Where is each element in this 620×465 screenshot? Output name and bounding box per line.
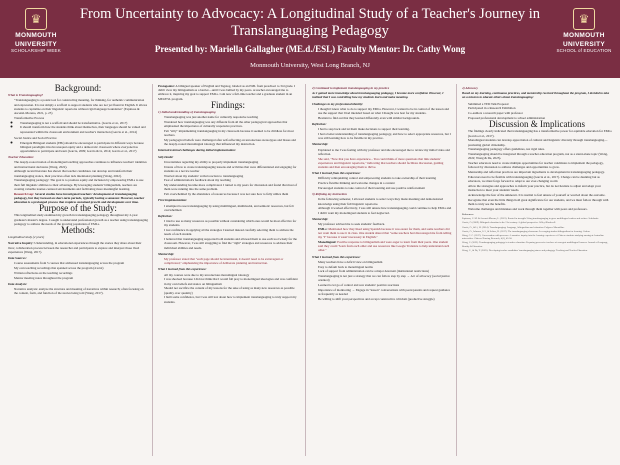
discussion-heading: Discussion & Implications	[489, 119, 585, 130]
list-item: • Mentor meeting notes throughout the program	[14, 276, 148, 280]
list-item: • My understanding became more complicated. I turned to my peers for discussion and found that most of them were running into the same problem.	[164, 183, 298, 191]
narrative-label: Narrative Inquiry:	[8, 241, 34, 246]
reference-item: Espinosa, C. M. & Ascenzi-Moreno, L. (2021). Rooted in strength: Using translanguaging to grow multilingual readers and writers. Scholastic.	[462, 217, 599, 221]
list-item: • Translanguaging pedagogy offers guidelines, not rigid rules.	[468, 147, 612, 151]
subheading: Reflection:	[312, 122, 327, 127]
list-item: • Co-authors a research paper with professor	[468, 111, 612, 115]
column-discussion	[462, 84, 612, 456]
list-item: • Monolingual students can develop appreciation of cultural and linguistic diversity through translanguaging—promoting global citizenship.	[468, 138, 612, 146]
subheading: What I learned from this experience:	[312, 171, 361, 176]
bullet-list	[8, 261, 148, 280]
subheading: Challenges to my professional identity:	[312, 101, 364, 106]
monmouth-logo-left	[6, 8, 66, 54]
bullet-list	[14, 141, 148, 154]
list-item: • She said, "Now that you have experience... You could think of more questions that link students' experiences and linguistic repertoire," indicating that teachers should facilitate discussion, guiding students and then encouraging them to thrive.	[318, 157, 452, 170]
presenters-line: Presented by: Mariella Gallagher (ME.d./ESL) Faculty Mentor: Dr. Cathy Wong	[154, 44, 466, 54]
list-item: • Welcome challenges and mistakes and work through them together with peers and professors.	[468, 207, 612, 211]
list-item: • "Translanguaging is a potent tool for constructing meaning, for thinking, for authentic communication and expression. It is not simply a scaffold to support students who are not yet fluent in English. It allows students to capitalize on their linguistic repertoire without rigid language boundaries" (Espinosa & Ascenzi-Moreno, 2021, p. 25)	[14, 98, 148, 115]
list-item: ◦ Translanguaging is not a scaffold and should be transformative. (García et al., 2017)	[20, 121, 148, 125]
list-item: • The deeply-rooted notion of monolingual teaching approaches continues to influence teachers' identities and instructional decisions (Wong, 2022).	[14, 160, 148, 168]
list-item: • Although recent literature has shown that teacher candidates can develop and transform their translanguaging stance, their practices often lack intentional planning (Wong, 2022).	[14, 169, 148, 177]
monmouth-logo-right	[554, 8, 614, 54]
list-item: • Be willing to shift your perspectives and accept constructive criticism (productive struggle)	[318, 297, 452, 301]
bullet-list	[158, 273, 298, 304]
list-item: • In the following semester, I allowed students to select ways they made meaning and demonstrated knowledge using their full linguistic repertoire.	[318, 197, 452, 205]
subheading: 3) Refining my instruction	[312, 192, 347, 197]
list-item: • Felt "silly" implementing translanguaging in my classroom because it seemed to be childless for most teachers.	[164, 129, 298, 137]
list-item: • I had to step back and let them make decisions to support their learning.	[318, 127, 452, 131]
list-item: • Lack of support from administration can be a major deterrent (institutional restrictions)	[318, 269, 452, 273]
list-item: • Unsure of how to create translanguaging lessons and activities that were differentiated and engaging for students as a novice teacher	[164, 165, 298, 173]
subheading: Self-Doubt:	[158, 154, 174, 159]
subheading: Teacher Education:	[8, 155, 35, 160]
bullet-list	[158, 219, 298, 250]
list-item: • I attempted to use translanguaging by using multilingual, multimodal, and semiotic resources, but felt overwhelmed.	[164, 204, 298, 212]
reference-item: García, O., Johnson, S. I., & Seltzer, K. (2017). The translanguaging classroom: Leveraging student bilingualism for learning. Caslon.	[462, 229, 591, 233]
list-item: • Educators need to be flexible with translanguaging (García et al., 2017). Change can be daunting but as educators, we must forge forward to adapt to our ever-changing world.	[468, 175, 612, 183]
list-item: • My own teaching recordings that spanned across the program (4 total)	[14, 266, 148, 270]
logo-right-university2: UNIVERSITY	[562, 41, 605, 48]
list-item: • Difficulty relinquishing control and empowering students to take ownership of their learning	[318, 176, 452, 180]
logo-left-university2: UNIVERSITY	[14, 41, 57, 48]
bullet-list	[158, 204, 298, 212]
list-item: • Felt overwhelmed by the abundance of resources because I was not sure how to fully utilize them	[164, 192, 298, 196]
list-item: • My pedagogical beliefs were challenged after self-reflecting on unconscious stereotypes and biases and the deeply-rooted monolingual ideology that influenced my instruction.	[164, 138, 298, 146]
bullet-list	[462, 129, 612, 211]
subheading: 4) Advocacy	[462, 86, 478, 90]
bullet-list	[158, 257, 298, 265]
list-item: • Proposed professional development to school administration	[468, 116, 612, 120]
subheading: Mentorship:	[158, 251, 175, 256]
emls-text: Mentioned how they liked using Spanish because it was easier for them, and some teachers did not want them to use it in class. One student shared that "some teachers had discouraged me from telling my 'Y' because it wasn't necessary in English."	[318, 226, 452, 240]
monolingual-text: Positive response to bilingualism and were eager to learn from their peers. One student said they could "learn from each other and use resources like Google Translate to help understand each other."	[318, 240, 450, 253]
list-item: • Translanguaging pedagogy: The goal is to promote equity and inclusion by empowering EMLs to use their full linguistic abilities to their advantage. By leveraging students' bilingualism, teachers are creating valuable learner-centered environments and facilitating more meaningful learning.	[14, 178, 148, 191]
list-item: • My professor advised me to seek students' feedback.	[318, 222, 452, 226]
poster-header	[0, 0, 620, 78]
protagonist-text: A bilingual speaker of English and Tagalog, labeled as an EML from preschool to 3rd grade. I didn't view my bilingualism as a barrier—until I was bullied by my peers. A teacher encouraged me to embrace it, inspiring my goal to support EMLs. I am now a full-time teacher and a graduate student in an MEd/ESL program.	[158, 84, 296, 101]
subheading: Mentorship:	[312, 142, 329, 147]
bullet-list	[312, 127, 452, 140]
list-item: • Mentorship and reflection practices are important ingredients to development in translanguaging pedagogy.	[468, 170, 612, 174]
list-item: • My professor stated that "each page should be intentional, it doesn't need to be extravagant or complicated," emphasizing the importance of deliberate planning and instruction.	[164, 257, 298, 265]
subheading: 1) Initial understanding of translanguaging	[158, 110, 216, 115]
bullet-list	[312, 197, 452, 214]
subheading: Data Analysis:	[8, 281, 28, 286]
bullet-list	[14, 121, 148, 134]
subheading: Mentorship:	[312, 216, 329, 221]
bullet-list	[8, 287, 148, 295]
bullet-list	[312, 148, 452, 170]
list-item	[318, 240, 452, 253]
monolingual-label: Monolingual:	[318, 240, 337, 245]
list-item: • Narrative analysis: analyze the structure and meaning of narratives within research; often focusing on the content, form, and function of the stories being told (Wang, 2017).	[14, 287, 148, 295]
poster-title: From Uncertainty to Advocacy: A Longitudinal Study of a Teacher's Journey in Translanguaging Pedagogy	[79, 6, 540, 39]
column-background	[8, 84, 148, 456]
subheading: Data Sources:	[8, 256, 27, 261]
reference-item: García, O., & Li, W. (2014). Translanguaging: Language, bilingualism and education. Palgrave Macmillan.	[462, 225, 565, 229]
subheading: What I learned from this experience:	[158, 267, 207, 272]
subheading: Reflection:	[158, 214, 173, 219]
logo-right-sub: SCHOOL of EDUCATION	[556, 48, 612, 53]
list-item: • Teacher educators need to create multiple opportunities for teacher candidates to implement the pedagogy, followed by discussion to address challenges and opportunities to grow.	[468, 161, 612, 169]
list-item: • Transformative Process	[14, 116, 148, 120]
list-item: • Although it worked effectively, I was still unsure how translanguaging could continue to help EMLs and I didn't want my monolingual students to feel neglected.	[318, 206, 452, 214]
list-item: • All my courses were due to my unconscious monolingual ideology	[164, 273, 298, 277]
list-item: • I thought I knew what to do to support my EMLs. However, I wanted to be in control of the lesson and use the support that I had intended based on what I thought was best for my students.	[318, 107, 452, 115]
list-item: • Recognize that even the little things hold great significance for our students, and we must follow through with them to truly see the benefits.	[468, 198, 612, 206]
logo-right-university: MONMOUTH	[563, 32, 605, 39]
column-divider	[152, 84, 153, 456]
list-item: ◦ Emergent Bilingual students (EBs) should be encouraged to participate in different ways because bilingual paradigms involve unequal equity and a democratic classroom where everyone has opportunities to participate and learn (García, 2009; García & Li, 2014; García et al., 2017)	[20, 141, 148, 154]
list-item: • Many teachers have a deficit view on bilingualism	[318, 260, 452, 264]
list-item: • I tried to use as many resources as possible without considering which ones would be most effective for my students.	[164, 219, 298, 227]
reference-item: García, O. (2009). Bilingual education in the 21st century: A global perspective. Wiley-Blackwell.	[462, 221, 556, 225]
list-item: • Should not sacrifice the content of my lessons for the sake of using as many new resources as possible (quality over quantity)	[164, 286, 298, 294]
list-item: • Written reflections on the teaching recordings	[14, 271, 148, 275]
subheading: Internal/external challenges during initial implementation:	[158, 148, 236, 153]
reference-item: Wong, C. (2022). Translanguaging pedagogy in teacher education: Preparing preservice teachers of emergent multilingual learners. Journal of Language, Identity & Education.	[462, 241, 609, 248]
subheading: First Implementation:	[158, 198, 188, 203]
list-item: • Easy to default back to monolingual norms	[318, 265, 452, 269]
logo-left-sub: SCHOLARSHIP WEEK	[11, 48, 61, 53]
references	[462, 213, 612, 252]
list-item: • I built some confidence, but I was still lost about how to implement translanguaging to truly support my students.	[164, 295, 298, 303]
list-item: • Acknowledge the fear of the unknown. It is normal to feel unsure of yourself or worried about the outcome.	[468, 193, 612, 197]
list-item: • Translanguaging was just another name for culturally responsive teaching	[164, 115, 298, 119]
column-findings-continued	[312, 84, 452, 456]
subheading: What is Translanguaging?	[8, 93, 44, 98]
findings-heading: Findings:	[210, 99, 245, 110]
list-item: • Translanguaging is not just a strategy that we can follow step by step → Act of advocacy (social justice oriented)	[318, 274, 452, 282]
crest-icon: ♛	[573, 8, 595, 30]
list-item: • Wondered how translanguaging was any different from all the other pedagogical approaches that emphasized the importance of culturally responsive practices.	[164, 120, 298, 128]
column-divider	[456, 84, 457, 456]
logo-left-university: MONMOUTH	[15, 32, 57, 39]
list-item: • Encouraged students to take control of their learning and use positive reinforcement	[318, 186, 452, 190]
list-item: • Hesitant to find out that they learned differently even with similar backgrounds.	[318, 116, 452, 120]
section-intro: Based on my learning, continuous practices, and mentorship received throughout the program, I decided to take on a mission to educate others about translanguaging:	[462, 91, 610, 100]
list-item: • I believed that translanguaging supported both students and allowed them to use each tool wisely for the classroom. However, I was still struggling to find the "right" strategies and resources to address their individual abilities and needs.	[164, 237, 298, 250]
list-item: ◦ It should transform how the students think about themselves, their languages should be valued and represented within the classroom environment and teacher's instruction (García et al., 2014)	[20, 125, 148, 133]
protagonist-label: Protagonist:	[158, 84, 175, 88]
list-item: • Learned to let go of control and saw students' positive reactions	[318, 283, 452, 287]
column-findings	[158, 84, 298, 456]
list-item: • I had a better understanding of translanguaging pedagogy, and how to select appropriate resources, but I was still learning how to be flexible in my practice.	[318, 132, 452, 140]
research-gap-label: Research Gap:	[14, 191, 35, 196]
list-item: • This longitudinal study examined my growth in translanguaging pedagogy throughout my 2-year graduate's master's degree. I sought to understand professional growth as a teacher using translanguaging pedagogy to address the needs of the growing population of EMLs.	[14, 213, 148, 226]
crest-icon: ♛	[25, 8, 47, 30]
emls-label: EMLs:	[318, 226, 328, 231]
reference-item: Wang, C. C. (2017). Conversation with presence: A narrative inquiry into the learning experience of Chinese students studying nursing at Australian universities. Chinese Nursing Research, 4(1), 43-50.	[462, 234, 604, 241]
reference-item: Wong, C., & Da, Y. (2025). Developing teacher candidates' translanguaging stance and pedagogy. Teaching and Teacher Education.	[462, 248, 588, 252]
purpose-heading: Purpose of the Study:	[39, 203, 117, 214]
list-item: • I was shocked because I did not think that I would fall prey to monolingual ideologies and was confident in my own beliefs and stance on bilingualism	[164, 277, 298, 285]
research-gap-text: Several studies have investigated teachers' development of translanguaging pedagogy, but they focused on short-term periods, typically lasting a semester. However, teacher education is a prolonged process that requires sustained growth and development over time.	[14, 191, 145, 205]
list-item: • Worried about my students' verbal reaction to translanguaging	[164, 174, 298, 178]
list-item: • I lost confidence in applying all the strategies I learned instead carefully selecting them to address the needs of each student.	[164, 228, 298, 236]
list-item: • Practice flexible thinking and welcome changes in a content	[318, 181, 452, 185]
references-heading: References:	[462, 213, 474, 216]
subheading: What I learned from this experience:	[312, 254, 361, 259]
subheading: 2) Continued to implement translanguaging in my practice	[312, 86, 390, 90]
bullet-list	[312, 260, 452, 301]
bullet-list	[158, 160, 298, 197]
list-item: • Submitted a TED Talk Proposal	[468, 102, 612, 106]
list-item: • Translanguaging should be integrated through a teacher education program, not as a stand-alone topic (Wong, 2022; Wong & Da, 2025).	[468, 152, 612, 160]
list-item: • Allow the strategies and approaches to inform your practice, but do not hesitate to adjust and adapt your instruction to meet your students' needs.	[468, 184, 612, 192]
column-divider	[305, 84, 306, 456]
methods-heading: Methods:	[60, 225, 95, 236]
bullet-list	[312, 107, 452, 120]
list-item: • Social Justice and Social Practice	[14, 136, 148, 140]
affiliation-line: Monmouth University, West Long Branch, NJ	[250, 62, 370, 69]
list-item	[318, 227, 452, 240]
bullet-list	[158, 115, 298, 146]
bullet-list	[312, 176, 452, 190]
section-intro: As I gained more knowledge about translanguaging pedagogy, I became more confident. However, I realized that I was controlling how my students learn and make meaning.	[312, 91, 444, 100]
list-item: • Explained to me I was feeling with my professor and she encouraged me to review my initial video and reflection.	[318, 148, 452, 156]
bullet-list	[462, 102, 612, 121]
list-item: • Course assessments from 5 courses that addressed translanguaging across the program	[14, 261, 148, 265]
narrative-text: Understanding, in educational experiences through the stories they share about their lives; collaboration process between the researcher and participants to explore and interpret those lived experiences (Wang, 2017).	[8, 241, 142, 254]
list-item: • Uncertainties regarding my ability to properly implement translanguaging	[164, 160, 298, 164]
bullet-list	[8, 98, 148, 153]
bullet-list	[312, 222, 452, 253]
list-item: • Fear of administration's feedback about my teaching	[164, 178, 298, 182]
list-item: • Importance of monitoring → Engage in "lesson" conversations with peers/parents and request guidance as frequently as needed	[318, 288, 452, 296]
list-item: • Participated in a Research Exhibition	[468, 106, 612, 110]
background-heading: Background:	[54, 84, 102, 93]
methods-intro: Longitudinal study (2 years)	[8, 235, 45, 240]
bullet-list	[8, 160, 148, 204]
list-item: • The findings clearly indicated that translanguaging has a transformative power for equitable education for EMLs (García et al., 2017).	[468, 129, 612, 137]
